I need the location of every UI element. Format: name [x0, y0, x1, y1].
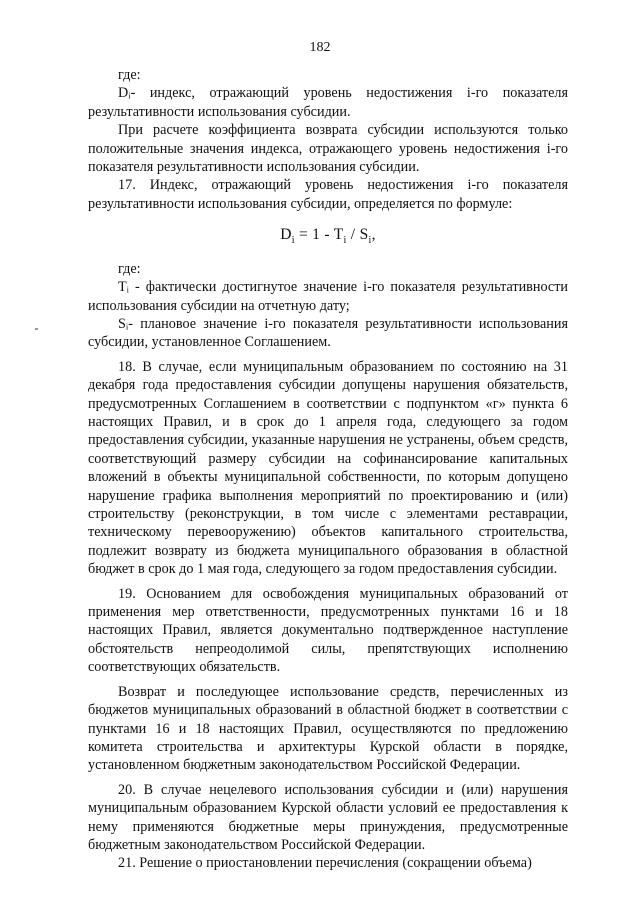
- formula-sub-2: i: [343, 235, 347, 247]
- document-body: [88, 66, 568, 873]
- paragraph-d-definition: Dᵢ- индекс, отражающий уровень недостижения i-го показателя результативности использования субсидии.: [88, 85, 568, 120]
- paragraph-18: 18. В случае, если муниципальным образованием по состоянию на 31 декабря года предоставления субсидии допущены нарушения обязательств, предусмотренных Соглашением в соответствии с подпунктом «г» пункта 6 настоящих Правил, и в срок до 1 апреля года, следующего за годом предоставления субсидии, указанные нарушения не устранены, объем средств, соответствующий размеру субсидии на софинансирование капитальных вложений в объекты муниципальной собственности, по которым допущено нарушение графика выполнения мероприятий по проектированию и (или) строительству (реконструкции, в том числе с элементами реставрации, техническому перевооружению) объектов капитального строительства, подлежит возврату из бюджета муниципального образования в областной бюджет в срок до 1 мая года, следующего за годом предоставления субсидии.: [88, 358, 568, 578]
- formula-end: ,: [371, 226, 376, 244]
- formula-sub-3: i: [368, 235, 372, 247]
- paragraph-21: 21. Решение о приостановлении перечисления (сокращении объема): [118, 855, 532, 872]
- paragraph-where-2: где:: [118, 260, 141, 277]
- paragraph-positive-values: При расчете коэффициента возврата субсидии используются только положительные значения индекса, отражающего уровень недостижения i-го показателя результативности использования субсидии.: [88, 122, 568, 176]
- margin-mark: [35, 328, 38, 330]
- page-number: 182: [309, 40, 331, 55]
- formula-d: D: [280, 226, 292, 244]
- paragraph-where-1: где:: [118, 67, 141, 83]
- formula-sub-1: i: [291, 235, 295, 247]
- formula: [88, 226, 568, 251]
- formula-div: / S: [346, 226, 369, 244]
- paragraph-19: 19. Основанием для освобождения муниципальных образований от применения мер ответственности, предусмотренных пунктами 16 и 18 настоящих Правил, является документально подтвержденное наступление обстоятельств непреодолимой силы, препятствующих исполнению соответствующих обязательств.: [88, 585, 568, 676]
- paragraph-17: 17. Индекс, отражающий уровень недостижения i-го показателя результативности использования субсидии, определяется по формуле:: [88, 177, 568, 212]
- paragraph-s-definition: Sᵢ- плановое значение i-го показателя результативности использования субсидии, установленное Соглашением.: [88, 315, 568, 351]
- paragraph-20: 20. В случае нецелевого использования субсидии и (или) нарушения муниципальным образованием Курской области условий ее предоставления к нему применяются бюджетные меры принуждения, предусмотренные бюджетным законодательством Российской Федерации.: [88, 781, 568, 853]
- paragraph-t-definition: Tᵢ - фактически достигнутое значение i-го показателя результативности использования субсидии на отчетную дату;: [88, 279, 568, 314]
- formula-eq: = 1 - T: [294, 226, 344, 244]
- paragraph-return: Возврат и последующее использование средств, перечисленных из бюджетов муниципальных образований в областной бюджет в соответствии с пунктами 16 и 18 настоящих Правил, осуществляются по предложению комитета строительства и архитектуры Курской области в порядке, установленном бюджетным законодательством Российской Федерации.: [88, 683, 568, 774]
